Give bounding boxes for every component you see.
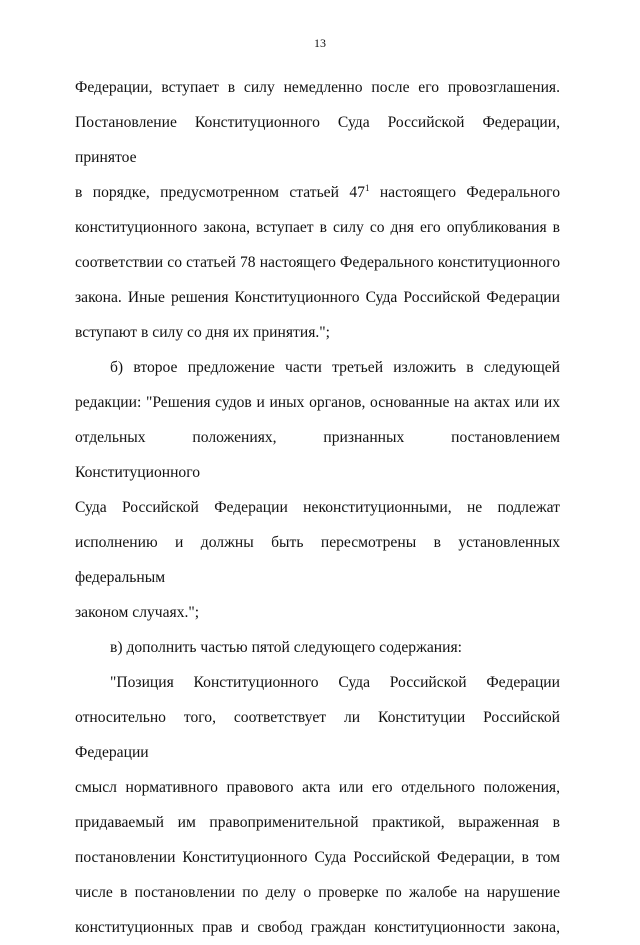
paragraph-2-line-2: редакции: "Решения судов и иных органов, основанные на актах или их	[75, 394, 560, 411]
paragraph-2-line-4: Суда Российской Федерации неконституционными, не подлежат	[75, 499, 560, 516]
page-number: 13	[314, 36, 326, 50]
paragraph-2-line-6: законом случаях.";	[75, 604, 200, 621]
paragraph-3-line-1: в) дополнить частью пятой следующего содержания:	[110, 639, 462, 656]
paragraph-2-line-1: б) второе предложение части третьей изложить в следующей	[110, 359, 560, 376]
paragraph-4-line-4: придаваемый им правоприменительной практикой, выраженная в	[75, 814, 560, 831]
paragraph-4-line-7: конституционных прав и свобод граждан конституционности закона,	[75, 919, 560, 936]
paragraph-1-line-2: Постановление Конституционного Суда Российской Федерации, принятое	[75, 114, 560, 166]
paragraph-1-line-7: вступают в силу со дня их принятия.";	[75, 324, 330, 341]
paragraph-4-line-6: числе в постановлении по делу о проверке по жалобе на нарушение	[75, 884, 560, 901]
paragraph-1-line-5: соответствии со статьей 78 настоящего Федерального конституционного	[75, 254, 560, 271]
footnote-superscript: 1	[364, 183, 370, 193]
paragraph-1-line-1: Федерации, вступает в силу немедленно после его провозглашения.	[75, 79, 560, 96]
document-body	[75, 70, 560, 945]
paragraph-1-line-6: закона. Иные решения Конституционного Суда Российской Федерации	[75, 289, 560, 306]
paragraph-2-line-5: исполнению и должны быть пересмотрены в установленных федеральным	[75, 534, 560, 586]
paragraph-1-line-4: конституционного закона, вступает в силу со дня его опубликования в	[75, 219, 560, 236]
paragraph-1-line-3-text: в порядке, предусмотренном статьей 47	[75, 184, 365, 201]
paragraph-2-line-3: отдельных положениях, признанных постановлением Конституционного	[75, 429, 560, 481]
paragraph-4-line-3: смысл нормативного правового акта или его отдельного положения,	[75, 779, 560, 796]
paragraph-4-line-5: постановлении Конституционного Суда Российской Федерации, в том	[75, 849, 560, 866]
paragraph-1-line-3	[75, 175, 560, 210]
paragraph-4-line-2: относительно того, соответствует ли Конституции Российской Федерации	[75, 709, 560, 761]
paragraph-4-line-1: "Позиция Конституционного Суда Российской Федерации	[110, 674, 560, 691]
paragraph-1-line-3-tail: настоящего Федерального	[369, 184, 560, 201]
